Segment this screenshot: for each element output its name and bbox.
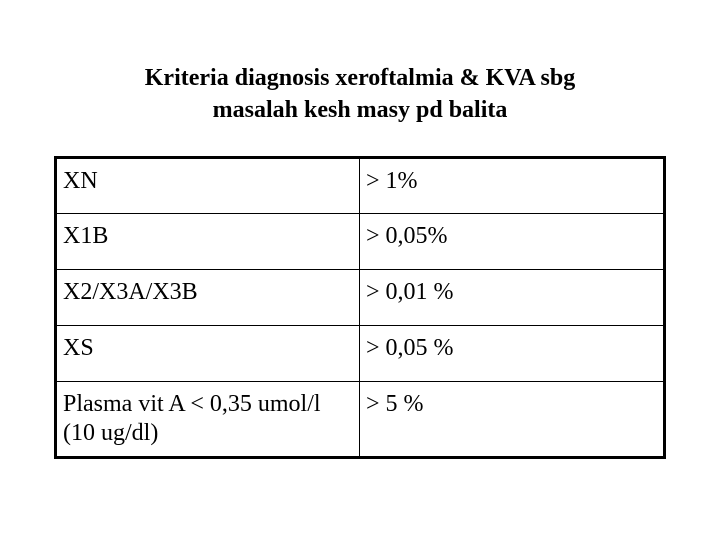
criterion-cell: X2/X3A/X3B <box>56 270 360 326</box>
criteria-table <box>54 156 666 459</box>
criterion-cell: Plasma vit A < 0,35 umol/l (10 ug/dl) <box>56 382 360 458</box>
criterion-cell: X1B <box>56 214 360 270</box>
table-row <box>56 158 665 214</box>
table-row <box>56 326 665 382</box>
threshold-cell: > 0,05% <box>360 214 665 270</box>
threshold-cell: > 5 % <box>360 382 665 458</box>
threshold-cell: > 0,05 % <box>360 326 665 382</box>
table-row <box>56 382 665 458</box>
criterion-cell: XN <box>56 158 360 214</box>
table-row <box>56 214 665 270</box>
table-row <box>56 270 665 326</box>
criterion-cell: XS <box>56 326 360 382</box>
threshold-cell: > 0,01 % <box>360 270 665 326</box>
slide-title-line-2: masalah kesh masy pd balita <box>212 97 508 123</box>
threshold-cell: > 1% <box>360 158 665 214</box>
slide-title-line-1: Kriteria diagnosis xeroftalmia & KVA sbg <box>144 65 576 91</box>
slide-title <box>0 62 720 126</box>
